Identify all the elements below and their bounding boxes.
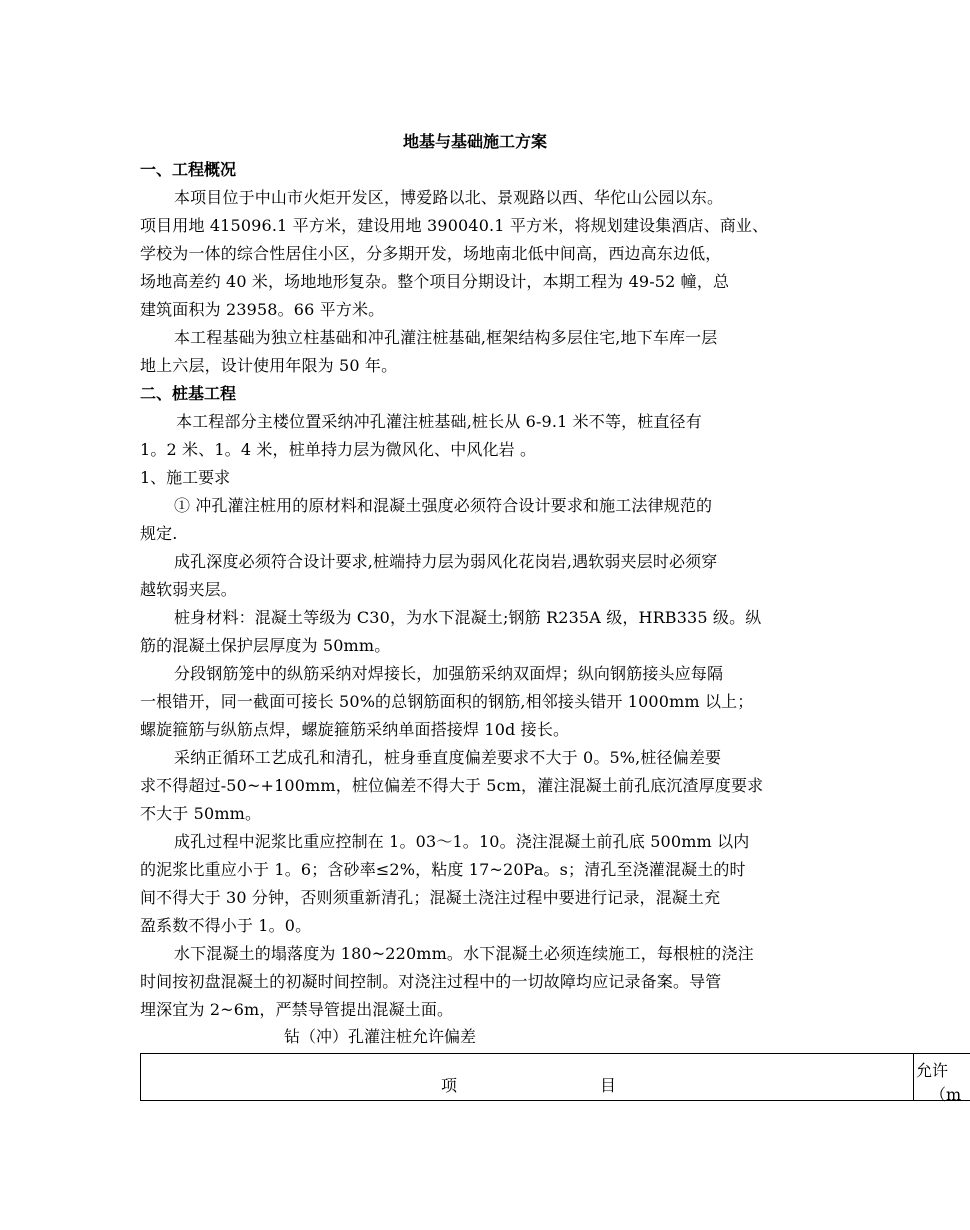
- paragraph-line: 本工程基础为独立柱基础和冲孔灌注桩基础,框架结构多层住宅,地下车库一层: [174, 328, 718, 347]
- paragraph-line: 分段钢筋笼中的纵筋采纳对焊接长，加强筋采纳双面焊；纵向钢筋接头应每隔: [174, 664, 724, 683]
- paragraph-line: 成孔过程中泥浆比重应控制在 1。03～1。10。浇注混凝土前孔底 500mm 以内: [174, 832, 750, 851]
- paragraph-line: 项目用地 415096.1 平方米，建设用地 390040.1 平方米，将规划建设集酒店、商业、: [140, 216, 769, 235]
- table-caption: 钻（冲）孔灌注桩允许偏差: [283, 1027, 476, 1046]
- section-heading-overview: 一、工程概况: [140, 160, 237, 179]
- paragraph-line: 一根错开，同一截面可接长 50%的总钢筋面积的钢筋,相邻接头错开 1000mm 以上；: [140, 692, 754, 711]
- table-header-tolerance: 允许: [916, 1061, 949, 1080]
- paragraph-line: 筋的混凝土保护层厚度为 50mm。: [140, 636, 391, 655]
- paragraph-line: 采纳正循环工艺成孔和清孔，桩身垂直度偏差要求不大于 0。5%,桩径偏差要: [174, 748, 722, 767]
- paragraph-line: 水下混凝土的塌落度为 180~220mm。水下混凝土必须连续施工，每根桩的浇注: [174, 944, 754, 963]
- paragraph-line: 场地高差约 40 米，场地地形复杂。整个项目分期设计，本期工程为 49-52 幢，总: [140, 272, 730, 291]
- paragraph-line: 的泥浆比重应小于 1。6；含砂率≤2%，粘度 17~20Pa。s；清孔至浇灌混凝土的时: [140, 860, 746, 879]
- table-header-item: 项: [441, 1076, 458, 1095]
- paragraph-line: 盈系数不得小于 1。0。: [140, 916, 312, 935]
- paragraph-line: ① 冲孔灌注桩用的原材料和混凝土强度必须符合设计要求和施工法律规范的: [174, 496, 713, 515]
- paragraph-line: 本工程部分主楼位置采纳冲孔灌注桩基础,桩长从 6-9.1 米不等，桩直径有: [176, 412, 702, 431]
- paragraph-line: 时间按初盘混凝土的初凝时间控制。对浇注过程中的一切故障均应记录备案。导管: [140, 972, 722, 991]
- section-heading-pile: 二、桩基工程: [140, 384, 237, 403]
- paragraph-line: 1。2 米、1。4 米，桩单持力层为微风化、中风化岩 。: [140, 440, 537, 459]
- table-column-divider: [913, 1054, 914, 1100]
- document-title: 地基与基础施工方案: [402, 132, 547, 151]
- paragraph-line: 本项目位于中山市火炬开发区，博爱路以北、景观路以西、华佗山公园以东。: [174, 188, 724, 207]
- paragraph-line: 埋深宜为 2~6m，严禁导管提出混凝土面。: [140, 1000, 454, 1019]
- paragraph-line: 不大于 50mm。: [140, 804, 262, 823]
- paragraph-line: 桩身材料：混凝土等级为 C30，为水下混凝土;钢筋 R235A 级，HRB335 级。纵: [174, 608, 762, 627]
- table-header-item: 目: [600, 1076, 617, 1095]
- paragraph-line: 规定.: [140, 524, 178, 543]
- paragraph-line: 螺旋箍筋与纵筋点焊，螺旋箍筋采纳单面搭接焊 10d 接长。: [140, 720, 570, 739]
- paragraph-line: 地上六层，设计使用年限为 50 年。: [140, 356, 398, 375]
- paragraph-line: 成孔深度必须符合设计要求,桩端持力层为弱风化花岗岩,遇软弱夹层时必须穿: [174, 552, 718, 571]
- subsection-heading-requirements: 1、施工要求: [140, 468, 231, 487]
- paragraph-line: 学校为一体的综合性居住小区，分多期开发，场地南北低中间高，西边高东边低，: [140, 244, 722, 263]
- paragraph-line: 越软弱夹层。: [140, 580, 237, 599]
- paragraph-line: 间不得大于 30 分钟，否则须重新清孔；混凝土浇注过程中要进行记录，混凝土充: [140, 888, 721, 907]
- table-header-unit: （m: [930, 1085, 962, 1104]
- paragraph-line: 求不得超过-50~+100mm，桩位偏差不得大于 5cm，灌注混凝土前孔底沉渣厚度要求: [140, 776, 764, 795]
- tolerance-table: [140, 1053, 970, 1104]
- paragraph-line: 建筑面积为 23958。66 平方米。: [140, 300, 385, 319]
